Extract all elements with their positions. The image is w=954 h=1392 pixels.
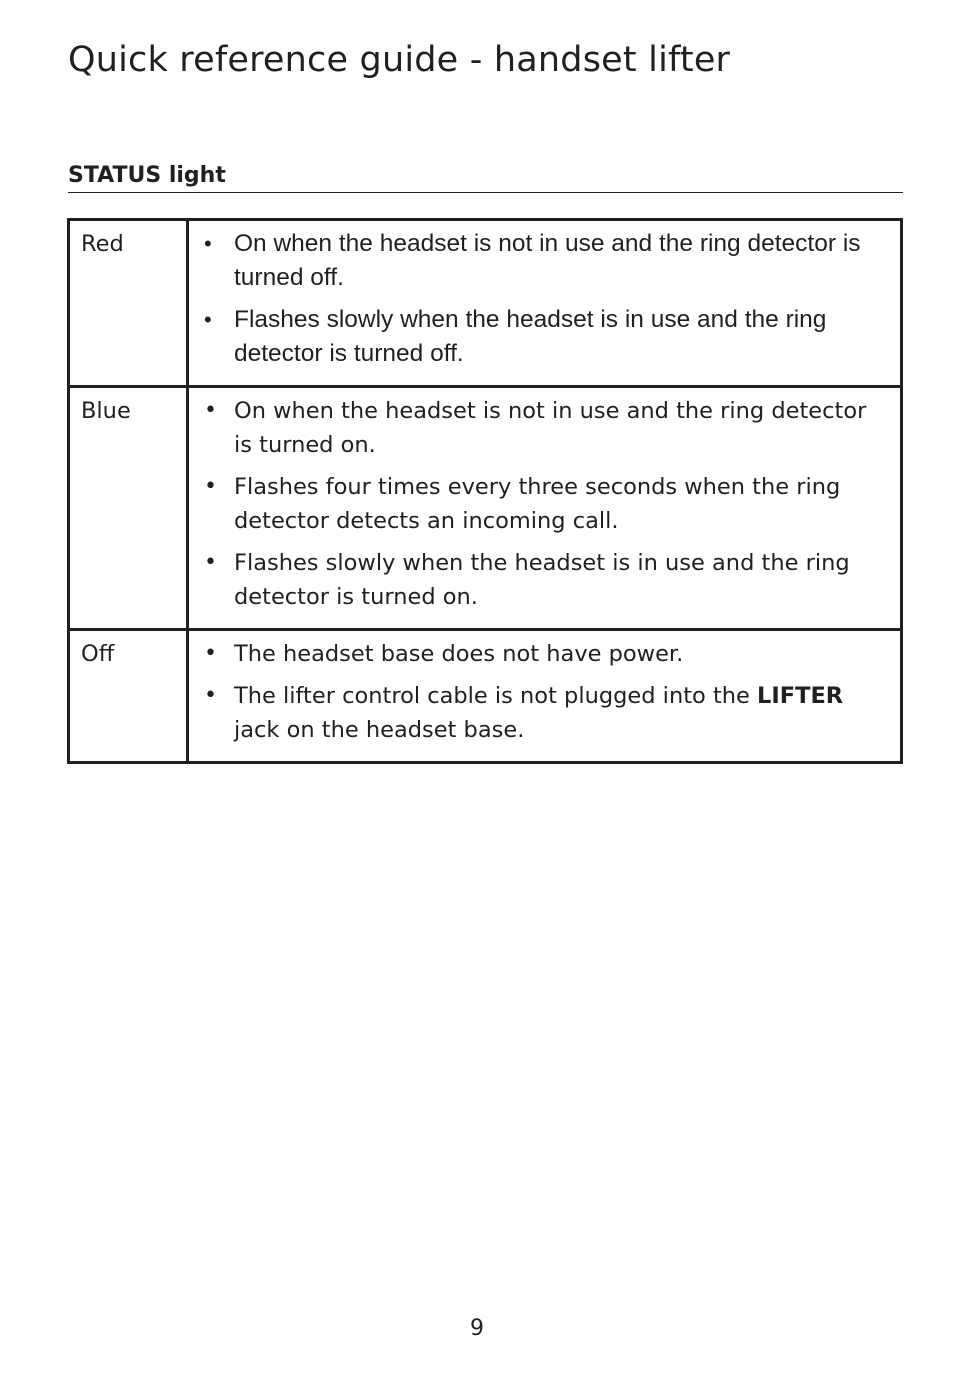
bullet-list [199, 637, 888, 747]
list-item-text: On when the headset is not in use and the ring detector is turned off. [234, 230, 861, 291]
list-item [199, 303, 888, 371]
bullet-icon: • [204, 231, 212, 256]
status-light-table [67, 218, 903, 764]
section-heading-status-light: STATUS light [68, 163, 903, 193]
table-row-blue [69, 387, 902, 630]
status-description-cell [188, 630, 902, 763]
list-item-text: Flashes slowly when the headset is in use and the ring detector is turned off. [234, 306, 827, 367]
list-item [199, 679, 888, 747]
list-item [199, 227, 888, 295]
table-row-red [69, 220, 902, 387]
bullet-icon: • [204, 398, 217, 423]
status-description-cell [188, 220, 902, 387]
bullet-icon: • [204, 307, 212, 332]
page-number: 9 [470, 1316, 484, 1341]
list-item-text [234, 683, 843, 743]
status-state-cell: Red [69, 220, 188, 387]
list-item-text: Flashes four times every three seconds when the ring detector detects an incoming call. [234, 474, 841, 534]
list-item [199, 470, 888, 538]
status-state-cell: Blue [69, 387, 188, 630]
bullet-list [199, 394, 888, 614]
list-item [199, 394, 888, 462]
list-item-text: The headset base does not have power. [234, 641, 684, 667]
list-item-text-before: The lifter control cable is not plugged into the [234, 683, 758, 709]
list-item [199, 546, 888, 614]
list-item-text: On when the headset is not in use and the ring detector is turned on. [234, 398, 867, 458]
status-state-cell: Off [69, 630, 188, 763]
bullet-icon: • [204, 683, 217, 708]
bullet-icon: • [204, 550, 217, 575]
page-title: Quick reference guide - handset lifter [68, 40, 731, 80]
status-description-cell [188, 387, 902, 630]
list-item-text: Flashes slowly when the headset is in use and the ring detector is turned on. [234, 550, 850, 610]
list-item [199, 637, 888, 671]
lifter-jack-label: LIFTER [757, 683, 844, 709]
bullet-icon: • [204, 641, 217, 666]
list-item-text-after: jack on the headset base. [234, 717, 525, 743]
bullet-icon: • [204, 474, 217, 499]
table-row-off [69, 630, 902, 763]
bullet-list [199, 227, 888, 371]
